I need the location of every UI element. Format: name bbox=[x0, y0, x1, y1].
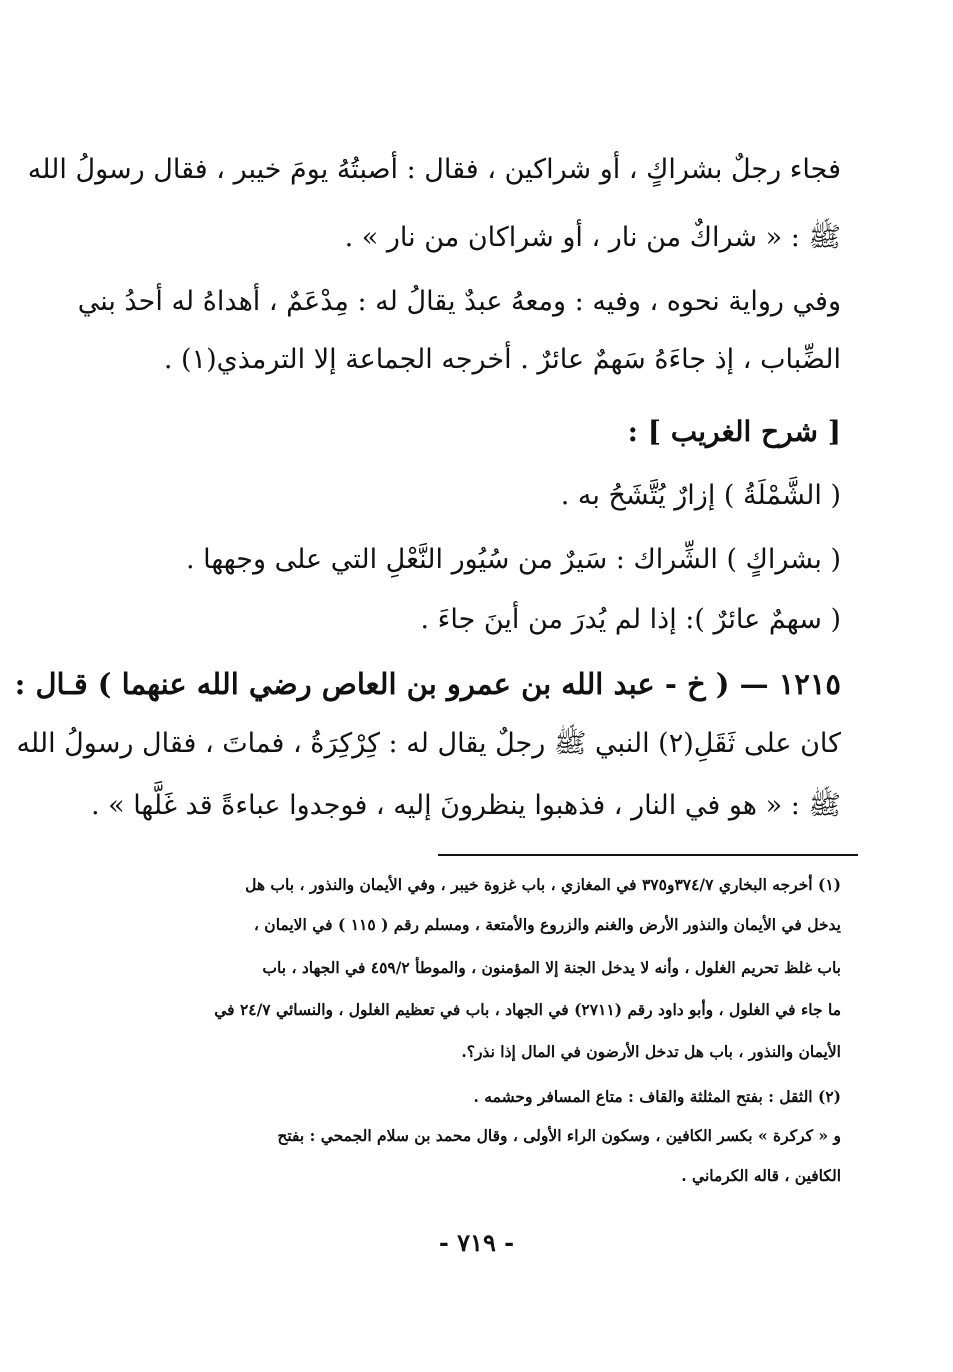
body-line-2: ﷺ : « شراكٌ من نار ، أو شراكان من نار » . bbox=[344, 222, 841, 253]
body-line-6: ﷺ : « هو في النار ، فذهبوا ينظرونَ إليه ، فوجدوا عباءةً قد غَلَّها » . bbox=[90, 790, 841, 821]
footnote-1-line-2: يدخل في الأيمان والنذور الأرض والغنم والزروع والأمتعة ، ومسلم رقم ( ١١٥ ) في الايمان ، bbox=[253, 915, 841, 934]
footnote-1-line-1: (١) أخرجه البخاري ٣٧٤/٧و٣٧٥ في المغازي ، باب غزوة خيبر ، وفي الأيمان والنذور ، باب هل bbox=[245, 875, 841, 894]
footnote-1-line-3: باب غلظ تحريم الغلول ، وأنه لا يدخل الجنة إلا المؤمنون ، والموطأ ٤٥٩/٢ في الجهاد ، باب bbox=[262, 958, 841, 977]
gloss-2: ( بشراكٍ ) الشِّراك : سَيرٌ من سُيُور النَّعْلِ التي على وجهها . bbox=[185, 544, 841, 575]
footnote-1-line-5: الأيمان والنذور ، باب هل تدخل الأرضون في المال إذا نذر؟. bbox=[461, 1042, 841, 1061]
body-line-1: فجاء رجلٌ بشراكٍ ، أو شراكين ، فقال : أصبتُهُ يومَ خيبر ، فقال رسولُ الله bbox=[27, 154, 841, 185]
footnote-separator bbox=[438, 854, 858, 856]
gharib-heading: [ شرح الغريب ] : bbox=[627, 415, 841, 448]
body-line-4: الضِّباب ، إذ جاءَهُ سَهمٌ عائرٌ . أخرجه الجماعة إلا الترمذي(١) . bbox=[163, 344, 841, 375]
footnote-1-line-4: ما جاء في الغلول ، وأبو داود رقم (٢٧١١) في الجهاد ، باب في تعظيم الغلول ، والنسائي ٢٤/٧ في bbox=[214, 1000, 841, 1019]
body-line-3: وفي رواية نحوه ، وفيه : ومعهُ عبدٌ يقالُ له : مِدْعَمٌ ، أهداهُ له أحدُ بني bbox=[77, 286, 841, 317]
gloss-3: ( سهمٌ عائرٌ ): إذا لم يُدرَ من أينَ جاءَ . bbox=[420, 604, 841, 635]
body-line-5: كان على ثَقَلِ(٢) النبي ﷺ رجلٌ يقال له : كِرْكِرَةُ ، فماتَ ، فقال رسولُ الله bbox=[16, 728, 841, 759]
page-number: - ٧١٩ - bbox=[438, 1228, 515, 1257]
footnote-2-line-1: (٢) الثقل : بفتح المثلثة والقاف : متاع المسافر وحشمه . bbox=[473, 1087, 841, 1106]
footnote-2-line-2: و « كركرة » بكسر الكافين ، وسكون الراء الأولى ، وقال محمد بن سلام الجمحي : بفتح bbox=[277, 1126, 841, 1145]
footnote-2-line-3: الكافين ، قاله الكرماني . bbox=[681, 1166, 841, 1185]
gloss-1: ( الشَّمْلَةُ ) إزارٌ يُتَّشَحُ به . bbox=[560, 480, 841, 511]
hadith-heading: ١٢١٥ — ( خ - عبد الله بن عمرو بن العاص رضي الله عنهما ) قـال : bbox=[14, 667, 841, 701]
